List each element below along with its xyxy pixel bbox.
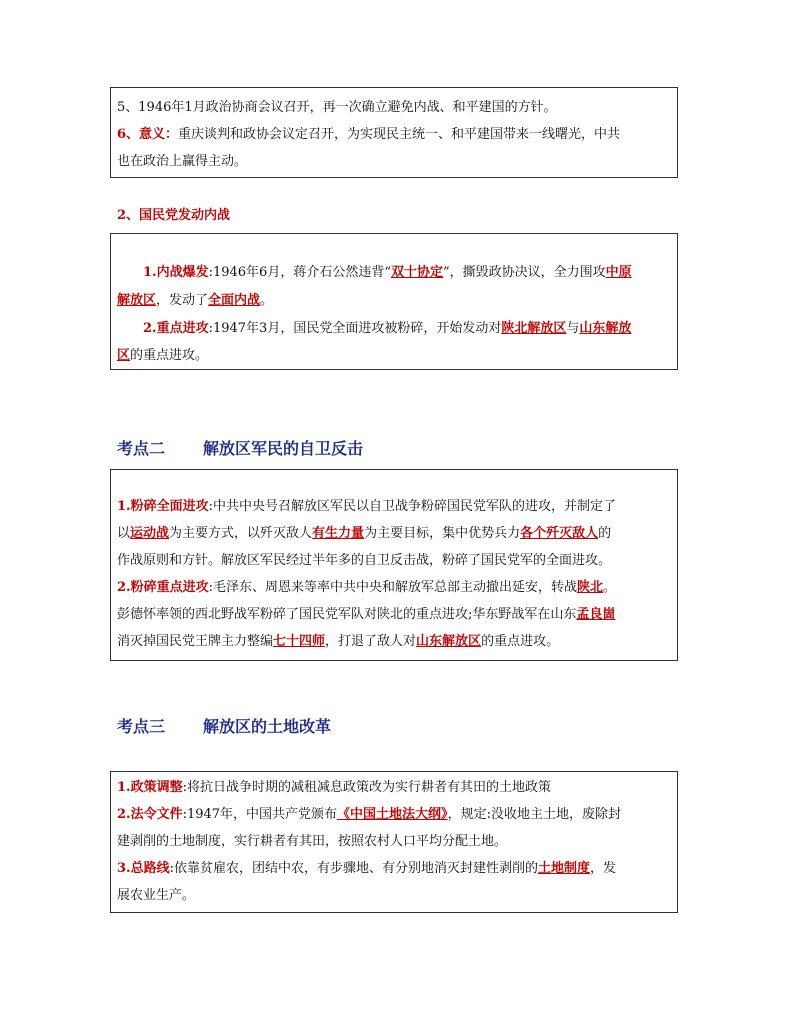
summary-box-1: [110, 87, 678, 178]
law-document: 2.法令文件:1947年，中国共产党颁布《中国土地法大纲》，规定:没收地主土地，废除封: [117, 807, 621, 822]
kaodian-2-title: 解放区军民的自卫反击: [203, 439, 364, 458]
crush-key-offensive: 2.粉碎重点进攻:毛泽东、周恩来等率中共中央和解放军总部主动撤出延安，转战陕北。: [117, 580, 616, 595]
key-offensive: 2.重点进攻:1947年3月，国民党全面进攻被粉碎，开始发动对陕北解放区与山东解放: [143, 321, 632, 336]
point-6: [117, 123, 671, 142]
general-line-continued: 展农业生产。: [117, 888, 196, 903]
key-offensive-continued: 区的重点进攻。: [117, 348, 209, 363]
general-line: 3.总路线:依靠贫雇农，团结中农，有步骤地、有分别地消灭封建性剥削的土地制度，发: [117, 861, 616, 876]
crush-key-offensive-2: 彭德怀率领的西北野战军粉碎了国民党军队对陕北的重点进攻;华东野战军在山东孟良崮: [117, 607, 616, 622]
law-document-continued: 建剥削的土地制度，实行耕者有其田，按照农村人口平均分配土地。: [117, 834, 508, 849]
crush-full-offensive: 1.粉碎全面进攻:中共中央号召解放区军民以自卫战争粉碎国民党军队的进攻，并制定了: [117, 499, 616, 514]
policy-adjustment: 1.政策调整:将抗日战争时期的减租减息政策改为实行耕者有其田的土地政策: [117, 780, 551, 795]
point-5: 5、1946年1月政治协商会议召开，再一次确立避免内战、和平建国的方针。: [117, 100, 557, 115]
point-6-continued: 也在政治上赢得主动。: [117, 154, 248, 169]
crush-full-offensive-3: 作战原则和方针。解放区军民经过半年多的自卫反击战，粉碎了国民党军的全面进攻。: [117, 553, 612, 568]
kaodian-3-title: 解放区的土地改革: [203, 717, 332, 736]
kaodian-3-number: 考点三: [117, 717, 166, 736]
keyword-double-ten: 双十协定: [390, 265, 443, 280]
civil-war-outbreak: 1.内战爆发:1946年6月，蒋介石公然违背“双十协定”，撕毁政协决议，全力围攻中原: [143, 265, 632, 280]
keyword-full-war: 全面内战: [208, 293, 261, 308]
point-6-text: 重庆谈判和政协会议定召开，为实现民主统一、和平建国带来一线曙光，中共: [178, 127, 621, 142]
point-6-label: 6、意义：: [117, 127, 179, 142]
kaodian-2-heading: [117, 436, 363, 459]
self-defense-box: [110, 469, 678, 661]
civil-war-outbreak-continued: 解放区，发动了全面内战。: [117, 293, 274, 308]
section-2-heading: 2、国民党发动内战: [117, 208, 231, 223]
crush-key-offensive-3: 消灭掉国民党王牌主力整编七十四师，打退了敌人对山东解放区的重点进攻。: [117, 634, 560, 649]
crush-full-offensive-2: 以运动战为主要方式，以歼灭敌人有生力量为主要目标，集中优势兵力各个歼灭敌人的: [117, 526, 612, 541]
kaodian-3-heading: [117, 714, 331, 737]
kaodian-2-number: 考点二: [117, 439, 166, 458]
civil-war-box: [110, 233, 678, 370]
land-reform-box: [110, 771, 678, 913]
